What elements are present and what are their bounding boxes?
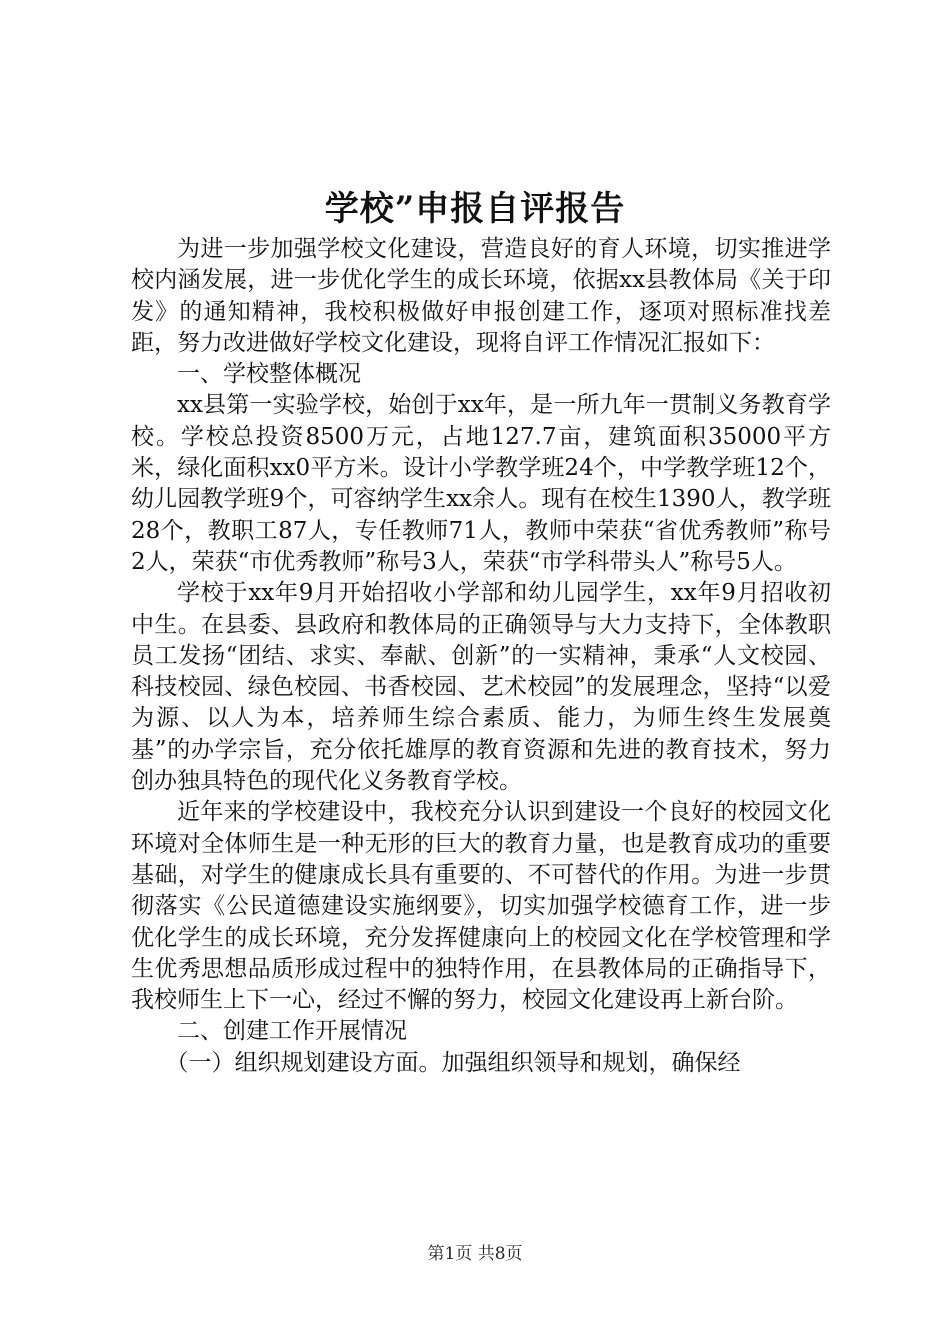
- section-heading-work: 二、创建工作开展情况: [177, 1018, 407, 1045]
- paragraph-school-history: 学校于xx年9月开始招收小学部和幼儿园学生，xx年9月招收初中生。在县委、县政府和教体局的正确领导与大力支持下，全体教职员工发扬“团结、求实、奉献、创新”的一实精神，秉承“人文校园、科技校园、绿色校园、书香校园、艺术校园”的发展理念，坚持“以爱为源、以人为本，培养师生综合素质、能力，为师生终生发展奠基”的办学宗旨，充分依托雄厚的教育资源和先进的教育技术，努力创办独具特色的现代化义务教育学校。: [131, 580, 831, 795]
- paragraph-organization: （一）组织规划建设方面。加强组织领导和规划，确保经: [165, 1049, 741, 1076]
- document-title: 学校”申报自评报告: [324, 189, 626, 229]
- document-body: [131, 234, 831, 1079]
- section-heading-overview: 一、学校整体概况: [177, 361, 361, 388]
- paragraph-school-profile: xx县第一实验学校，始创于xx年，是一所九年一贯制义务教育学校。学校总投资8500万元，占地127.7亩，建筑面积35000平方米，绿化面积xx0平方米。设计小学教学班24个，中学教学班12个，幼儿园教学班9个，可容纳学生xx余人。现有在校生1390人，教学班28个，教职工87人，专任教师71人，教师中荣获“省优秀教师”称号2人，荣获“市优秀教师”称号3人，荣获“市学科带头人”称号5人。: [131, 392, 831, 575]
- paragraph-intro: 为进一步加强学校文化建设，营造良好的育人环境，切实推进学校内涵发展，进一步优化学生的成长环境，依据xx县教体局《关于印发》的通知精神，我校积极做好申报创建工作，逐项对照标准找差距，努力改进做好学校文化建设，现将自评工作情况汇报如下：: [131, 236, 831, 356]
- paragraph-campus-culture: 近年来的学校建设中，我校充分认识到建设一个良好的校园文化环境对全体师生是一种无形的巨大的教育力量，也是教育成功的重要基础，对学生的健康成长具有重要的、不可替代的作用。为进一步贯彻落实《公民道德建设实施纲要》，切实加强学校德育工作，进一步优化学生的成长环境，充分发挥健康向上的校园文化在学校管理和学生优秀思想品质形成过程中的独特作用，在县教体局的正确指导下，我校师生上下一心，经过不懈的努力，校园文化建设再上新台阶。: [131, 799, 831, 1014]
- page-number-footer: 第1页 共8页: [427, 1244, 523, 1264]
